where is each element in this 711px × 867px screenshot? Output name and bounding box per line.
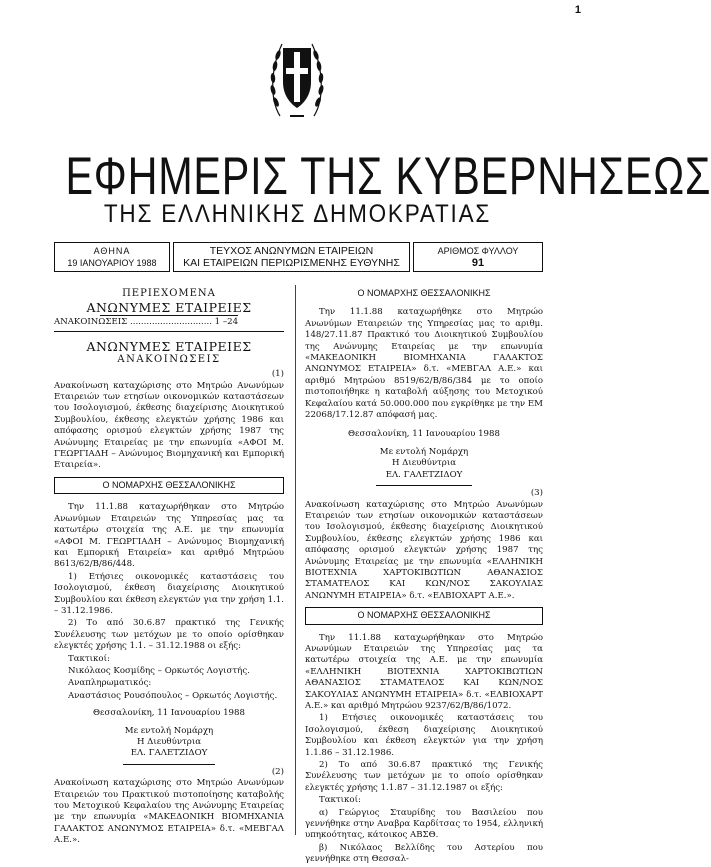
gazette-title: ΕΦΗΜΕΡΙΣ ΤΗΣ ΚΥΒΕΡΝΗΣΕΩΣ xyxy=(65,147,711,206)
notice-1-body-1: Την 11.1.88 καταχωρήθηκαν στο Μητρώο Ανωνύμων Εταιρειών της Υπηρεσίας μας τα κατωτέρω στοιχεία της Α.Ε. με την επωνυμία «ΑΦΟΙ Μ. ΓΕΩΡΓΙΑΔΗ – Ανώνυμος Βιομηχανική και Εμπορική Εταιρεία» και αριθμό Μητρώου 8613/62/Β/86/448. xyxy=(54,502,284,570)
notice-3-body-3: 2) Το από 30.6.87 πρακτικό της Γενικής Συνέλευσης των μετόχων με το οποίο ορίσθηκαν ελεγκτές χρήσης 1.1.87 – 31.12.1987 οι εξής: xyxy=(305,760,543,793)
notice-3-summary: Ανακοίνωση καταχώρισης στο Μητρώο Ανωνύμων Εταιρειών των ετησίων οικονομικών καταστάσεων του Ισολογισμού, έκθεσης διαχείρισης Διοικητικού Συμβουλίου, έκθεσης ελεγκτών χρήσης 1986 και απόφασης ορισμού ελεγκτών χρήσης 1987 της Ανώνυμης Εταιρείας με την επωνυμία «ΕΛΛΗΝΙΚΗ ΒΙΟΤΕΧΝΙΑ ΧΑΡΤΟΚΙΒΩΤΙΩΝ ΑΘΑΝΑΣΙΟΣ ΣΤΑΜΑΤΕΛΟΣ ΚΑΙ ΚΩΝ/ΝΟΣ ΣΑΚΟΥΛΙΑΣ ΑΝΩΝΥΜΗ ΕΤΑΙΡΕΙΑ» δ.τ. «ΕΛΒΙΟΧΑΡΤ Α.Ε.». xyxy=(305,499,543,601)
notice-2-place-date: Θεσσαλονίκη, 11 Ιανουαρίου 1988 xyxy=(348,429,500,440)
gazette-subtitle: ΤΗΣ ΕΛΛΗΝΙΚΗΣ ΔΗΜΟΚΡΑΤΙΑΣ xyxy=(103,200,492,228)
nomarch-title-2: Ο ΝΟΜΑΡΧΗΣ ΘΕΣΣΑΛΟΝΙΚΗΣ xyxy=(357,288,491,298)
notice-1-alternate-label: Αναπληρωματικός: xyxy=(68,678,152,689)
notice-1-auditor-2: Αναστάσιος Ρουσόπουλος – Ορκωτός Λογιστής. xyxy=(68,690,278,701)
notice-3-auditors-label: Τακτικοί: xyxy=(319,795,361,806)
notice-1-signature-2: Η Διευθύντρια xyxy=(136,737,202,747)
left-column xyxy=(54,288,284,848)
issue-type-box xyxy=(173,242,410,272)
issue-type-line2: ΚΑΙ ΕΤΑΙΡΕΙΩΝ ΠΕΡΙΩΡΙΣΜΕΝΗΣ ΕΥΘΥΝΗΣ xyxy=(183,257,400,269)
sheet-number-box xyxy=(413,242,543,272)
issue-date: 19 ΙΑΝΟΥΑΡΙΟΥ 1988 xyxy=(67,258,157,268)
notice-2-summary: Ανακοίνωση καταχώρισης στο Μητρώο Ανωνύμων Εταιρειών του Πρακτικού πιστοποίησης καταβολής του Μετοχικού Κεφαλαίου της Ανώνυμης Εταιρείας με την επωνυμία «ΜΑΚΕΔΟΝΙΚΗ ΒΙΟΜΗΧΑΝΙΑ ΓΑΛΑΚΤΟΣ ΑΝΩΝΥΜΟΣ ΕΤΑΙΡΕΙΑ» δ.τ. «ΜΕΒΓΑΛ Α.Ε.». xyxy=(54,778,284,846)
notice-2-end-rule xyxy=(376,485,471,486)
sheet-number-label: ΑΡΙΘΜΟΣ ΦΥΛΛΟΥ xyxy=(437,246,519,256)
contents-entry: ΑΝΑΚΟΙΝΩΣΕΙΣ .............................. 1 –24 xyxy=(54,317,239,328)
notice-1-body-2: 1) Ετήσιες οικονομικές καταστάσεις του Ισολογισμού, έκθεση διαχείρισης Διοικητικού Συμβουλίου και έκθεση ελεγκτών για την χρήση 1.1. – 31.12.1986. xyxy=(54,571,284,616)
notice-number-2: (2) xyxy=(271,766,284,777)
notice-2-signature-2: Η Διευθύντρια xyxy=(391,458,457,469)
section-title: ΑΝΩΝΥΜΕΣ ΕΤΑΙΡΕΙΕΣ xyxy=(86,338,252,354)
notice-1-end-rule xyxy=(123,764,215,765)
issue-type-line1: ΤΕΥΧΟΣ ΑΝΩΝΥΜΩΝ ΕΤΑΙΡΕΙΩΝ xyxy=(209,245,374,257)
notice-3-body-2: 1) Ετήσιες οικονομικές καταστάσεις του Ισολογισμού, έκθεση διαχείρισης Διοικητικού Συμβουλίου και έκθεση ελεγκτών για την χρήση 1.1.86 – 31.12.1986. xyxy=(305,713,543,758)
right-column xyxy=(305,288,543,867)
page-number: 1 xyxy=(574,4,581,16)
notice-1-auditor-1: Νικόλαος Κοσμίδης – Ορκωτός Λογιστής. xyxy=(68,665,250,676)
notice-1-summary: Ανακοίνωση καταχώρισης στο Μητρώο Ανωνύμων Εταιρειών των ετησίων οικονομικών καταστάσεων του Ισολογισμού, έκθεσης διαχείρισης Διοικητικού Συμβουλίου, έκθεσης ελεγκτών χρήσης 1986 και απόφασης ορισμού ελεγκτών χρήσης 1987 της Ανώνυμης Εταιρείας με την επωνυμία «ΑΦΟΙ Μ. ΓΕΩΡΓΙΑΔΗ – Ανώνυμος Βιομηχανική και Εμπορική Εταιρεία». xyxy=(54,380,284,471)
contents-section: ΑΝΩΝΥΜΕΣ ΕΤΑΙΡΕΙΕΣ xyxy=(86,300,252,316)
notice-1-auditors-label: Τακτικοί: xyxy=(68,653,110,664)
column-divider xyxy=(295,285,296,835)
issue-city: ΑΘΗΝΑ xyxy=(93,246,131,256)
greek-coat-of-arms-icon xyxy=(268,30,326,124)
notice-1-signature-name: ΕΛ. ΓΑΛΕΤΖΙΔΟΥ xyxy=(130,748,208,759)
notice-3-auditor-1: α) Γεώργιος Σταυρίδης του Βασιλείου που γεννήθηκε στην Αναβρα Καρδίτσας το 1954, ελληνική υπηκοότητας, κάτοικος ΑΒΣΘ. xyxy=(305,807,543,841)
nomarch-box-1: Ο ΝΟΜΑΡΧΗΣ ΘΕΣΣΑΛΟΝΙΚΗΣ xyxy=(54,477,284,494)
nomarch-box-3: Ο ΝΟΜΑΡΧΗΣ ΘΕΣΣΑΛΟΝΙΚΗΣ xyxy=(305,607,543,624)
contents-rule-bottom xyxy=(54,331,284,332)
notice-1-body-3: 2) Το από 30.6.87 πρακτικό της Γενικής Συνέλευσης των μετόχων με το οποίο ορίσθηκαν ελεγκτές χρήσης 1.1. – 31.12.1988 οι εξής: xyxy=(54,618,284,652)
issue-date-box xyxy=(54,242,170,272)
contents-title: ΠΕΡΙΕΧΟΜΕΝΑ xyxy=(122,288,216,299)
notice-2-signature-1: Με εντολή Νομάρχη xyxy=(379,446,469,457)
sheet-number: 91 xyxy=(471,257,485,269)
notice-2-signature-name: ΕΛ. ΓΑΛΕΤΖΙΔΟΥ xyxy=(385,469,463,480)
notice-2-body: Την 11.1.88 καταχωρήθηκε στο Μητρώο Ανωνύμων Εταιρειών της Υπηρεσίας μας το αριθμ. 148/27.11.87 Πρακτικό του Διοικητικού Συμβουλίου της Ανώνυμης Εταιρείας με την επωνυμία «ΜΑΚΕΔΟΝΙΚΗ ΒΙΟΜΗΧΑΝΙΑ ΓΑΛΑΚΤΟΣ ΑΝΩΝΥΜΟΣ ΕΤΑΙΡΕΙΑ» δ.τ. «ΜΕΒΓΑΛ Α.Ε.» και αριθμό Μητρώου 8519/62/Β/86/384 με το οποίο πιστοποιήθηκε η καταβολή αύξησης του Μετοχικού Κεφαλαίου κατά 50.000.000 που εγκρίθηκε με την ΕΜ 22068/17.12.87 απόφασή μας. xyxy=(305,307,543,421)
notice-number-3: (3) xyxy=(530,488,543,499)
notice-3-auditor-2: β) Νικόλαος Βελλίδης του Αστερίου που γεννήθηκε στη Θεσσαλ- xyxy=(305,842,543,865)
notice-3-body-1: Την 11.1.88 καταχωρήθηκαν στο Μητρώο Ανωνύμων Εταιρειών της Υπηρεσίας μας τα κατωτέρω στοιχεία της Α.Ε. με την επωνυμία «ΕΛΛΗΝΙΚΗ ΒΙΟΤΕΧΝΙΑ ΧΑΡΤΟΚΙΒΩΤΙΩΝ ΑΘΑΝΑΣΙΟΣ ΣΤΑΜΑΤΕΛΟΣ ΚΑΙ ΚΩΝ/ΝΟΣ ΣΑΚΟΥΛΙΑΣ ΑΝΩΝΥΜΗ ΕΤΑΙΡΕΙΑ» δ.τ. «ΕΛΒΙΟΧΑΡΤ Α.Ε.» και αριθμό Μητρώου 9237/62/Β/86/1072. xyxy=(305,632,543,711)
notice-1-signature-1: Με εντολή Νομάρχη xyxy=(124,725,214,736)
notice-number-1: (1) xyxy=(271,369,284,380)
notice-1-place-date: Θεσσαλονίκη, 11 Ιανουαρίου 1988 xyxy=(93,708,245,719)
contents-rule xyxy=(100,315,238,316)
section-subtitle: ΑΝΑΚΟΙΝΩΣΕΙΣ xyxy=(117,353,221,365)
